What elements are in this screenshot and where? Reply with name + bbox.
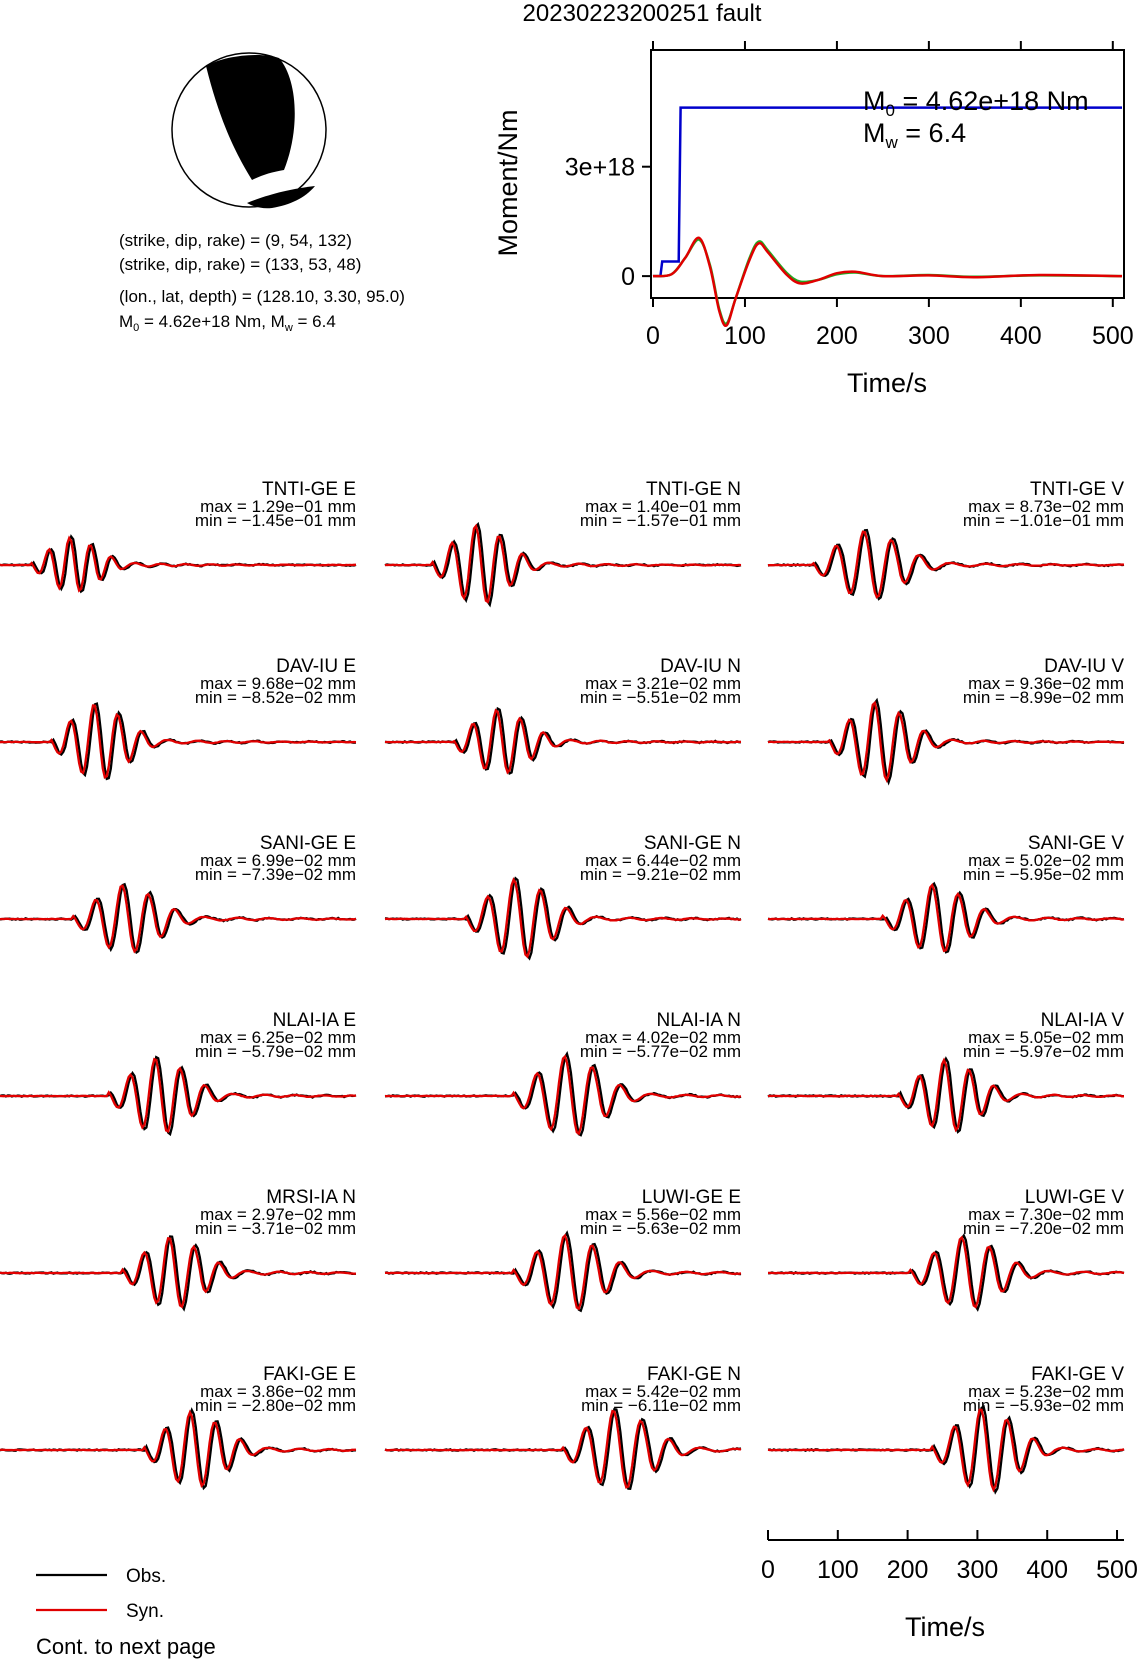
waveform-panel [768,479,1124,599]
waveform-station-label: TNTI-GE E [262,479,356,500]
waveform-max-label: max = 6.99e−02 mm [200,851,356,870]
waveform-station-label: FAKI-GE V [1031,1364,1124,1385]
synthetic-waveform [768,532,1124,597]
waveform-min-label: min = −5.97e−02 mm [962,1042,1124,1061]
waveform-panel [0,833,356,952]
legend-syn-label: Syn. [126,1601,165,1622]
synthetic-waveform [768,1060,1124,1130]
moment-x-tick-label: 300 [908,322,950,350]
waveform-station-label: SANI-GE V [1027,833,1124,854]
waveform-station-label: LUWI-GE V [1024,1187,1124,1208]
moment-x-tick-label: 100 [724,322,766,350]
waveform-station-label: NLAI-IA E [272,1010,356,1031]
waveform-min-label: min = −9.21e−02 mm [579,865,741,884]
waveform-max-label: max = 5.05e−02 mm [968,1028,1124,1047]
waveform-station-label: FAKI-GE N [647,1364,741,1385]
waveform-panel [385,1010,741,1135]
moment-x-label: Time/s [847,368,927,398]
waveform-min-label: min = −3.71e−02 mm [194,1219,356,1238]
legend [36,1566,166,1622]
waveform-axis-tick-label: 500 [1096,1556,1138,1584]
moment-x-tick-label: 0 [646,322,660,350]
waveform-min-label: min = −5.63e−02 mm [579,1219,741,1238]
waveform-station-label: LUWI-GE E [641,1187,741,1208]
waveform-panel [385,1187,741,1311]
waveform-panel [0,479,356,592]
waveform-max-label: max = 5.56e−02 mm [585,1205,741,1224]
figure-title: 20230223200251 fault [522,0,762,27]
moment-rate-line-red [653,238,1122,326]
beachball [172,53,326,208]
waveform-min-label: min = −7.39e−02 mm [194,865,356,884]
waveform-station-label: TNTI-GE V [1030,479,1124,500]
moment-y-tick-label: 3e+18 [564,153,635,182]
waveform-max-label: max = 3.86e−02 mm [200,1382,356,1401]
waveform-max-label: max = 3.21e−02 mm [585,674,741,693]
waveform-max-label: max = 1.29e−01 mm [200,497,356,516]
waveform-station-label: MRSI-IA N [266,1187,356,1208]
moment-y-tick-label: 0 [621,263,635,292]
waveform-max-label: max = 4.02e−02 mm [585,1028,741,1047]
moment-y-label: Moment/Nm [493,109,523,257]
waveform-min-label: min = −1.45e−01 mm [194,511,356,530]
waveform-max-label: max = 5.02e−02 mm [968,851,1124,870]
waveform-panel [385,1364,741,1489]
moment-x-tick-label: 500 [1091,322,1134,350]
waveform-min-label: min = −7.20e−02 mm [962,1219,1124,1238]
waveform-min-label: min = −5.95e−02 mm [962,865,1124,884]
legend-obs-label: Obs. [126,1566,167,1587]
waveform-panel [768,1364,1124,1492]
mechanism-plane-2: (strike, dip, rake) = (133, 53, 48) [119,255,362,274]
waveform-max-label: max = 9.36e−02 mm [968,674,1124,693]
waveform-panel [768,656,1124,782]
waveform-panel [0,656,356,779]
waveform-min-label: min = −1.01e−01 mm [962,511,1124,530]
waveform-max-label: max = 6.44e−02 mm [585,851,741,870]
waveform-max-label: max = 2.97e−02 mm [200,1205,356,1224]
waveform-station-label: NLAI-IA V [1040,1010,1124,1031]
waveform-station-label: SANI-GE N [643,833,741,854]
waveform-max-label: max = 5.42e−02 mm [585,1382,741,1401]
waveform-x-label: Time/s [905,1612,985,1642]
synthetic-waveform [385,526,741,602]
waveform-axis-tick-label: 300 [956,1556,999,1584]
waveform-axis-tick-label: 100 [816,1556,859,1584]
waveform-station-label: FAKI-GE E [263,1364,356,1385]
waveform-max-label: max = 6.25e−02 mm [200,1028,356,1047]
waveform-max-label: max = 9.68e−02 mm [200,674,356,693]
waveform-panel [385,656,741,773]
waveform-panel [0,1364,356,1488]
synthetic-waveform [0,886,356,952]
mechanism-info [119,231,405,334]
mechanism-location: (lon., lat, depth) = (128.10, 3.30, 95.0) [119,287,405,306]
mechanism-plane-1: (strike, dip, rake) = (9, 54, 132) [119,231,352,250]
waveform-panel [385,479,741,605]
synthetic-waveform [768,885,1124,951]
waveform-station-label: DAV-IU N [660,656,741,677]
moment-x-tick-label: 200 [816,322,858,350]
waveform-min-label: min = −5.93e−02 mm [962,1396,1124,1415]
waveform-min-label: min = −8.52e−02 mm [194,688,356,707]
synthetic-waveform [768,703,1124,780]
moment-m0-annotation: $M_0 = 4.62e+18$ Nm [863,86,1089,120]
waveform-station-label: TNTI-GE N [646,479,741,500]
waveform-min-label: min = −5.51e−02 mm [579,688,741,707]
waveform-max-label: max = 1.40e−01 mm [585,497,741,516]
waveform-axis-tick-label: 200 [886,1556,929,1584]
synthetic-waveform [0,538,356,591]
waveform-panel [0,1187,356,1309]
waveform-station-label: DAV-IU E [276,656,356,677]
mechanism-moment: $M_0 = 4.62e+18$ Nm, $M_w = 6.4$ [119,312,336,334]
synthetic-waveform [768,1410,1124,1490]
waveform-panel [768,1187,1124,1309]
waveform-panel [768,833,1124,952]
waveform-panel [0,1010,356,1134]
waveform-station-label: SANI-GE E [259,833,356,854]
waveform-max-label: max = 5.23e−02 mm [968,1382,1124,1401]
waveform-min-label: min = −1.57e−01 mm [579,511,741,530]
waveform-max-label: max = 7.30e−02 mm [968,1205,1124,1224]
continue-note: Cont. to next page [36,1634,216,1659]
waveform-axis-tick-label: 400 [1026,1556,1069,1584]
waveform-station-label: NLAI-IA N [656,1010,741,1031]
waveform-station-label: DAV-IU V [1044,656,1124,677]
waveform-panels [0,479,1124,1492]
moment-x-tick-label: 400 [999,322,1042,350]
waveform-axis-tick-label: 0 [761,1556,775,1584]
waveform-min-label: min = −5.79e−02 mm [194,1042,356,1061]
waveform-panel [768,1010,1124,1132]
synthetic-waveform [0,1059,356,1131]
waveform-time-axis [761,1530,1138,1584]
synthetic-waveform [385,1411,741,1487]
synthetic-waveform [768,1238,1124,1307]
synthetic-waveform [385,710,741,772]
waveform-panel [385,833,741,958]
waveform-min-label: min = −6.11e−02 mm [581,1396,741,1415]
moment-mw-annotation: $M_w = 6.4$ [863,118,967,152]
moment-plot [493,41,1134,398]
waveform-min-label: min = −5.77e−02 mm [579,1042,741,1061]
moment-rate-line-green [653,240,1122,324]
waveform-max-label: max = 8.73e−02 mm [968,497,1124,516]
waveform-min-label: min = −2.80e−02 mm [194,1396,356,1415]
waveform-min-label: min = −8.99e−02 mm [962,688,1124,707]
